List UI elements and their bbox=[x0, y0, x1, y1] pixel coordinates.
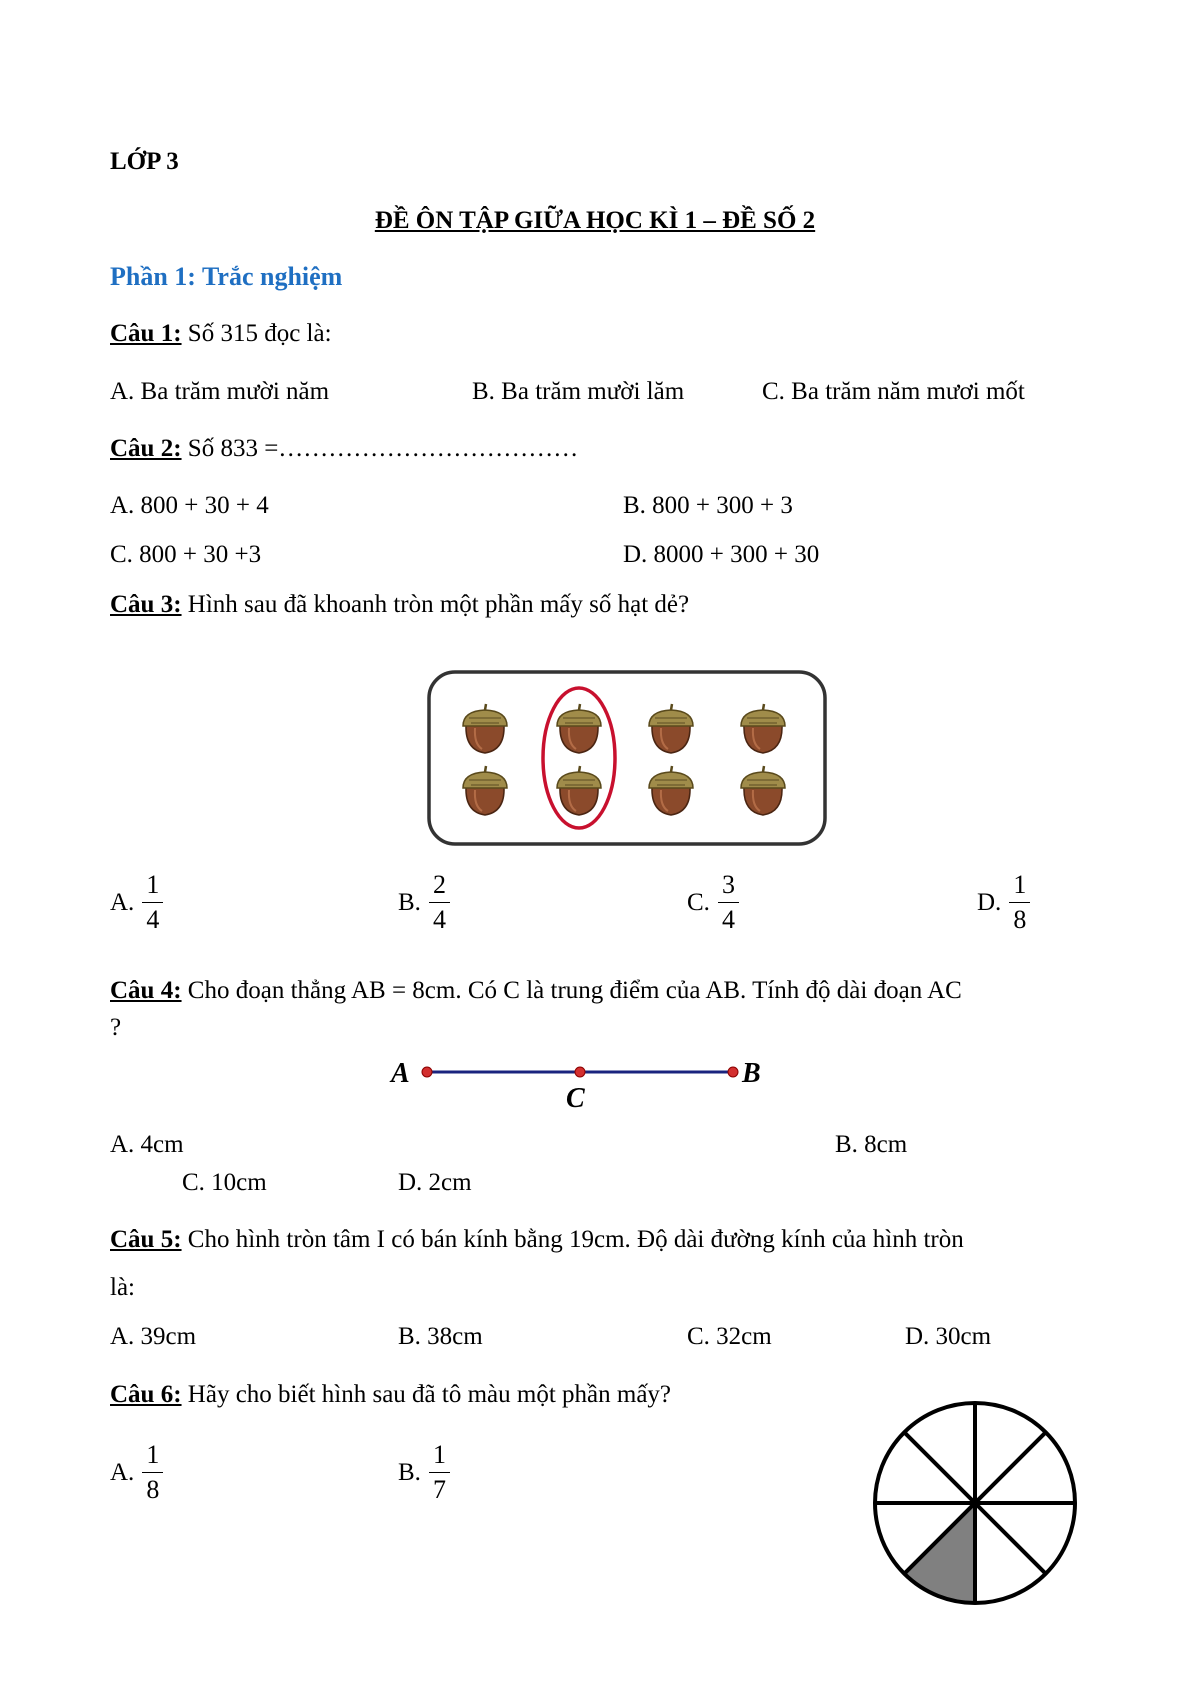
question-label: Câu 1: bbox=[110, 320, 182, 347]
question-label: Câu 2: bbox=[110, 435, 182, 462]
fraction-numerator: 1 bbox=[432, 1440, 446, 1469]
question-text: Cho hình tròn tâm I có bán kính bằng 19cm. Độ dài đường kính của hình tròn bbox=[181, 1226, 964, 1253]
option-letter: B. bbox=[398, 1458, 421, 1486]
question-4 bbox=[110, 976, 962, 1006]
fraction-numerator: 1 bbox=[146, 870, 160, 899]
point-c bbox=[575, 1067, 585, 1077]
q4-option-d[interactable]: D. 2cm bbox=[398, 1169, 472, 1196]
question-text: Hình sau đã khoanh tròn một phần mấy số hạt dẻ? bbox=[181, 591, 690, 618]
shaded-circle-figure bbox=[872, 1400, 1078, 1606]
q1-option-a[interactable]: A. Ba trăm mười năm bbox=[110, 378, 330, 405]
question-4-continued: ? bbox=[110, 1014, 122, 1041]
fraction-denominator: 7 bbox=[432, 1475, 446, 1504]
acorn-box bbox=[429, 672, 825, 844]
page-title: ĐỀ ÔN TẬP GIỮA HỌC KÌ 1 – ĐỀ SỐ 2 bbox=[374, 207, 816, 234]
q3-option-d[interactable] bbox=[977, 870, 1030, 935]
question-text: Số 833 =……………………………… bbox=[181, 435, 579, 462]
q2-option-a[interactable]: A. 800 + 30 + 4 bbox=[110, 492, 269, 519]
label-a: A bbox=[391, 1058, 410, 1089]
question-text: Cho đoạn thẳng AB = 8cm. Có C là trung điểm của AB. Tính độ dài đoạn AC bbox=[181, 977, 962, 1004]
fraction-numerator: 1 bbox=[1013, 870, 1027, 899]
question-label: Câu 4: bbox=[110, 977, 182, 1004]
fraction bbox=[142, 1440, 163, 1505]
fraction-bar bbox=[142, 1472, 163, 1473]
segment-figure bbox=[380, 1050, 780, 1120]
point-a bbox=[422, 1067, 432, 1077]
question-2 bbox=[110, 434, 578, 464]
option-letter: D. bbox=[977, 888, 1002, 916]
fraction-bar bbox=[142, 902, 163, 903]
q5-option-a[interactable]: A. 39cm bbox=[110, 1323, 197, 1350]
fraction-bar bbox=[718, 902, 739, 903]
label-c: C bbox=[566, 1083, 585, 1114]
q5-option-d[interactable]: D. 30cm bbox=[905, 1323, 992, 1350]
q3-option-c[interactable] bbox=[687, 870, 739, 935]
fraction-denominator: 8 bbox=[1013, 905, 1027, 934]
fraction-denominator: 4 bbox=[432, 905, 446, 934]
fraction bbox=[429, 1440, 450, 1505]
fraction-numerator: 3 bbox=[721, 870, 735, 899]
q4-option-b[interactable]: B. 8cm bbox=[835, 1131, 908, 1158]
q3-option-b[interactable] bbox=[398, 870, 450, 935]
question-text: Hãy cho biết hình sau đã tô màu một phần mấy? bbox=[181, 1381, 672, 1408]
q4-option-a[interactable]: A. 4cm bbox=[110, 1131, 184, 1158]
q6-option-b[interactable] bbox=[398, 1440, 450, 1505]
option-letter: A. bbox=[110, 1458, 135, 1486]
q1-option-c[interactable]: C. Ba trăm năm mươi mốt bbox=[762, 378, 1025, 405]
fraction-bar bbox=[429, 902, 450, 903]
fraction-denominator: 4 bbox=[721, 905, 735, 934]
q3-option-a[interactable] bbox=[110, 870, 163, 935]
question-5 bbox=[110, 1225, 964, 1255]
section-heading: Phần 1: Trắc nghiệm bbox=[110, 262, 343, 291]
question-3 bbox=[110, 590, 689, 620]
q4-option-c[interactable]: C. 10cm bbox=[182, 1169, 267, 1196]
q5-option-b[interactable]: B. 38cm bbox=[398, 1323, 483, 1350]
q5-option-c[interactable]: C. 32cm bbox=[687, 1323, 772, 1350]
fraction bbox=[718, 870, 739, 935]
fraction bbox=[429, 870, 450, 935]
fraction-numerator: 1 bbox=[146, 1440, 160, 1469]
fraction-bar bbox=[1009, 902, 1030, 903]
option-letter: A. bbox=[110, 888, 135, 916]
question-label: Câu 5: bbox=[110, 1226, 182, 1253]
q2-option-d[interactable]: D. 8000 + 300 + 30 bbox=[623, 541, 820, 568]
q6-option-a[interactable] bbox=[110, 1440, 163, 1505]
question-5-continued: là: bbox=[110, 1274, 135, 1301]
question-text: Số 315 đọc là: bbox=[181, 320, 332, 347]
fraction-denominator: 4 bbox=[146, 905, 160, 934]
shaded-sector bbox=[904, 1503, 975, 1603]
acorn-figure bbox=[425, 668, 830, 850]
point-b bbox=[728, 1067, 738, 1077]
fraction bbox=[142, 870, 163, 935]
fraction bbox=[1009, 870, 1030, 935]
question-1 bbox=[110, 319, 332, 349]
q1-option-b[interactable]: B. Ba trăm mười lăm bbox=[472, 378, 685, 405]
fraction-bar bbox=[429, 1472, 450, 1473]
question-6 bbox=[110, 1380, 671, 1410]
option-letter: B. bbox=[398, 888, 421, 916]
grade-label: LỚP 3 bbox=[110, 148, 179, 175]
option-letter: C. bbox=[687, 888, 710, 916]
label-b: B bbox=[742, 1058, 761, 1089]
fraction-numerator: 2 bbox=[432, 870, 446, 899]
q2-option-b[interactable]: B. 800 + 300 + 3 bbox=[623, 492, 793, 519]
fraction-denominator: 8 bbox=[146, 1475, 160, 1504]
q2-option-c[interactable]: C. 800 + 30 +3 bbox=[110, 541, 262, 568]
question-label: Câu 6: bbox=[110, 1381, 182, 1408]
question-label: Câu 3: bbox=[110, 591, 182, 618]
